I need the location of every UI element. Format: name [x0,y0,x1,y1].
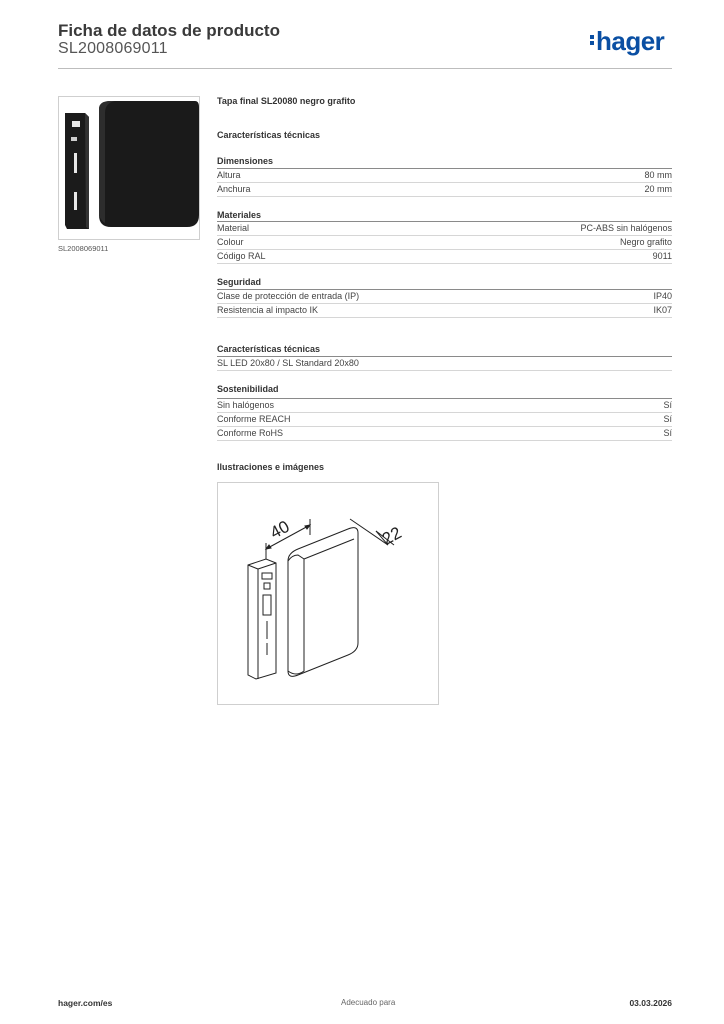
table-row: Resistencia al impacto IK IK07 [217,304,672,318]
technical-drawing [217,482,439,705]
table-row: Conforme REACH Sí [217,413,672,427]
table-row: Anchura 20 mm [217,183,672,197]
section-caracteristicas-compat: Características técnicas [217,344,321,354]
section-caracteristicas: Características técnicas [217,130,321,140]
table-row: Sin halógenos Sí [217,399,672,413]
logo-dots-icon [590,33,594,47]
table-row: Altura 80 mm [217,169,672,183]
svg-text:22: 22 [379,523,405,549]
product-name: Tapa final SL20080 negro grafito [217,96,356,106]
product-reference: SL2008069011 [58,40,168,57]
header-divider [58,68,672,69]
photo-caption: SL2008069011 [58,244,109,253]
table-row: SL LED 20x80 / SL Standard 20x80 [217,357,672,371]
table-row: Clase de protección de entrada (IP) IP40 [217,290,672,304]
footer-date: 03.03.2026 [629,998,672,1008]
footer-website: hager.com/es [58,998,113,1008]
section-sostenibilidad: Sostenibilidad [217,384,279,394]
page-title: Ficha de datos de producto [58,21,280,40]
table-row: Colour Negro grafito [217,236,672,250]
product-photo [58,96,200,240]
table-row: Material PC-ABS sin halógenos [217,222,672,236]
svg-text:40: 40 [266,516,293,543]
end-cap-photo-icon [59,97,199,239]
section-seguridad: Seguridad [217,277,262,287]
section-dimensiones: Dimensiones [217,156,274,166]
dimension-drawing-icon [218,483,438,704]
table-row: Código RAL 9011 [217,250,672,264]
table-row: Conforme RoHS Sí [217,427,672,441]
hager-logo: hager [590,26,664,57]
section-materiales: Materiales [217,210,262,220]
section-ilustraciones: Ilustraciones e imágenes [217,462,325,472]
footer-suitable-for: Adecuado para [341,998,396,1007]
